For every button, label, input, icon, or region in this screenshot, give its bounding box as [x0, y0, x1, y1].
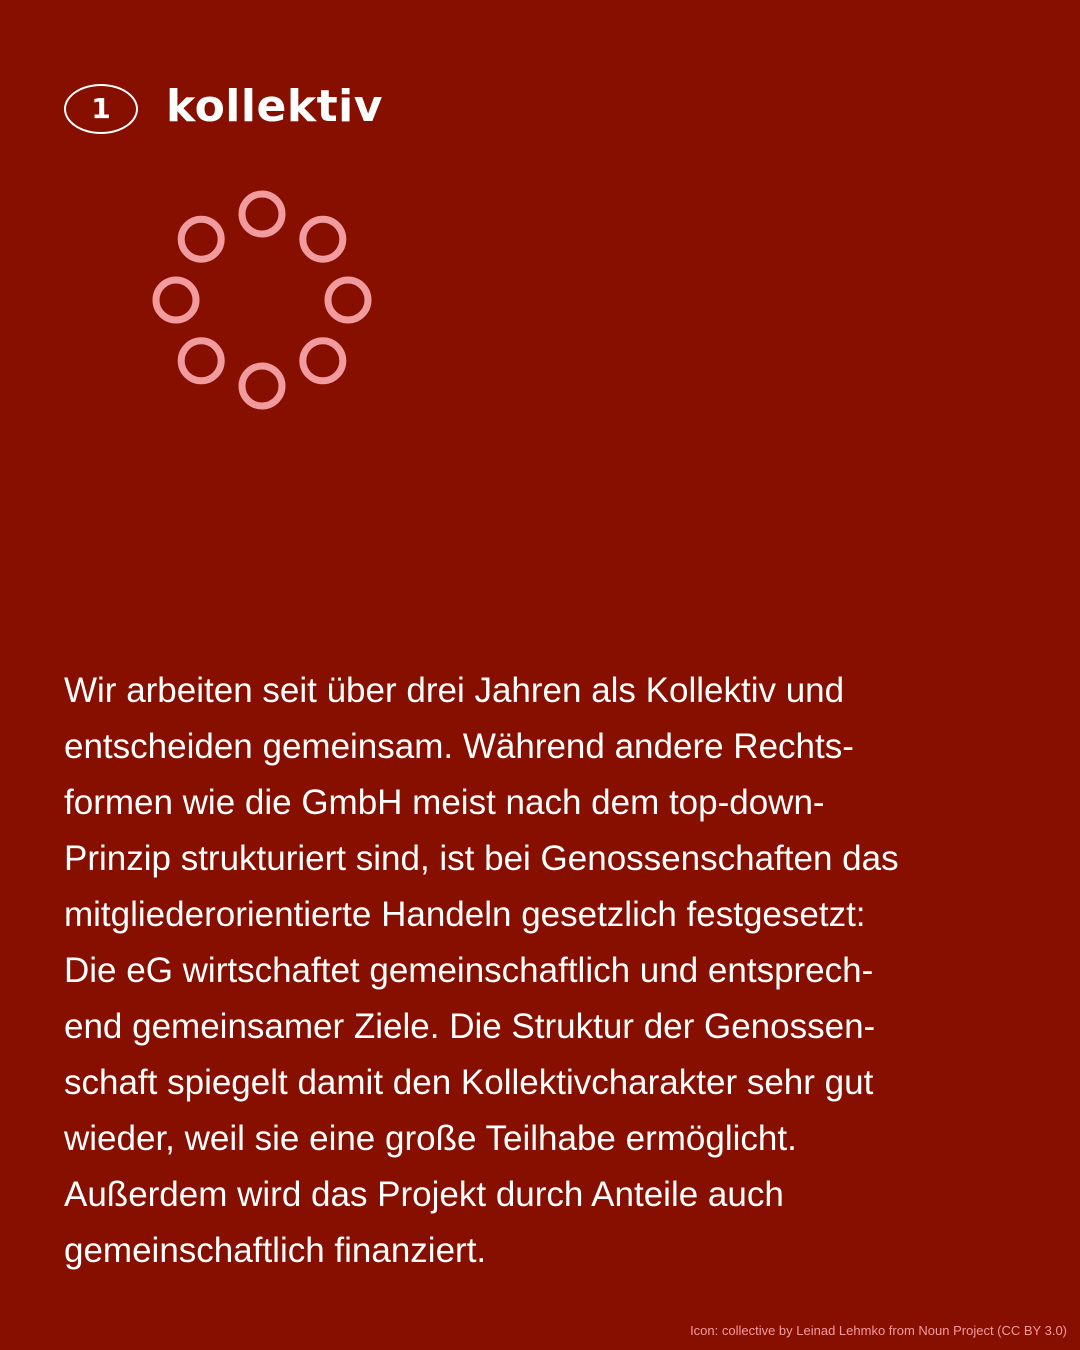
person-ring-icon: [242, 194, 282, 234]
person-ring-icon: [156, 280, 196, 320]
collective-rings-graphic: [146, 184, 378, 416]
body-line: gemeinschaftlich finanziert.: [64, 1231, 487, 1270]
person-ring-icon: [303, 219, 343, 259]
body-line: Prinzip strukturiert sind, ist bei Genossenschaften das: [64, 839, 899, 878]
body-line: wieder, weil sie eine große Teilhabe ermöglicht.: [64, 1119, 797, 1158]
body-line: mitgliederorientierte Handeln gesetzlich festgesetzt:: [64, 895, 866, 934]
step-number-badge: [64, 84, 138, 134]
person-ring-icon: [181, 341, 221, 381]
person-ring-icon: [328, 280, 368, 320]
body-line: Die eG wirtschaftet gemeinschaftlich und entsprech-: [64, 951, 874, 990]
slide-title: kollektiv: [166, 81, 383, 132]
body-line: entscheiden gemeinsam. Während andere Rechts-: [64, 727, 854, 766]
body-line: Wir arbeiten seit über drei Jahren als Kollektiv und: [64, 671, 845, 710]
collective-icon: [146, 184, 378, 416]
body-paragraph: [64, 663, 1024, 1279]
slide-header: [64, 80, 383, 138]
icon-credit: Icon: collective by Leinad Lehmko from Noun Project (CC BY 3.0): [690, 1323, 1067, 1338]
person-ring-icon: [181, 219, 221, 259]
body-line: schaft spiegelt damit den Kollektivcharakter sehr gut: [64, 1063, 874, 1102]
step-number: 1: [91, 92, 111, 125]
person-ring-icon: [242, 366, 282, 406]
body-line: Außerdem wird das Projekt durch Anteile auch: [64, 1175, 784, 1214]
body-line: end gemeinsamer Ziele. Die Struktur der Genossen-: [64, 1007, 876, 1046]
person-ring-icon: [303, 341, 343, 381]
body-line: formen wie die GmbH meist nach dem top-down-: [64, 783, 825, 822]
